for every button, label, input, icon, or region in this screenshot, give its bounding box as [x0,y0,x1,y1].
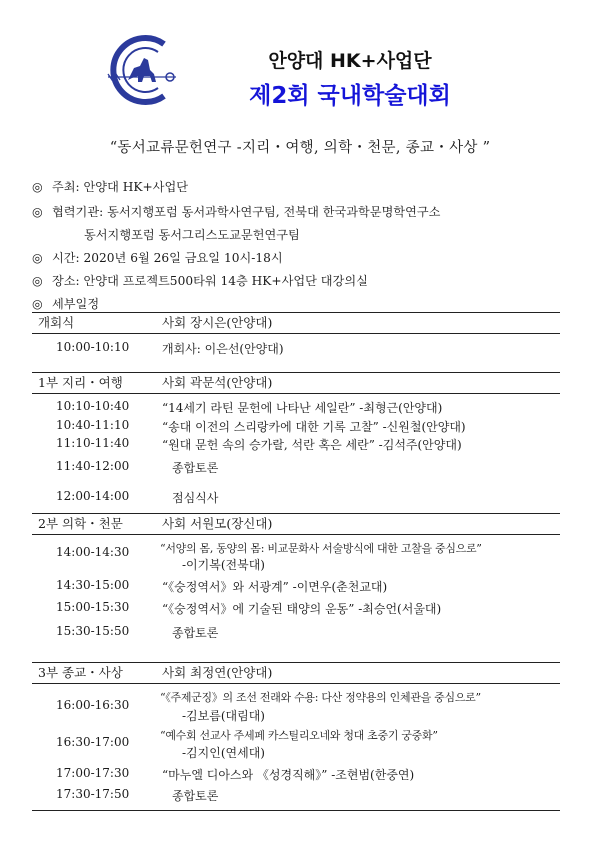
row-content: 점심식사 [172,491,219,505]
row-content: 종합토론 [172,626,219,640]
table-bottom-rule [32,810,560,811]
bullet-icon: ◎ [32,180,43,194]
section-religion-header [32,662,560,684]
row-speaker: -김지인(연세대) [182,746,265,760]
bullet-icon: ◎ [32,251,43,265]
row-content: 종합토론 [172,789,219,803]
row-content: “예수회 선교사 주세페 카스틸리오네와 청대 초중기 궁중화” [160,729,438,742]
anyang-hk-logo [102,30,182,110]
row-speaker: -이기복(전북대) [182,558,265,572]
row-content: “마누엘 디아스와 《성경직해》” -조현범(한중연) [162,768,415,782]
conference-theme: “동서교류문헌연구 -지리・여행, 의학・천문, 종교・사상 ” [109,140,491,156]
row-time: 15:00-15:30 [56,600,130,614]
section-moderator: 사회 서원모(장신대) [162,516,273,531]
info-partners: ◎ 협력기관: 동서지행포럼 동서과학사연구팀, 전북대 한국과학문명학연구소 [32,205,441,219]
bullet-icon: ◎ [32,205,43,219]
row-time: 17:00-17:30 [56,766,130,780]
info-host: ◎ 주최: 안양대 HK+사업단 [32,180,188,194]
row-time: 11:10-11:40 [56,436,130,450]
row-time: 17:30-17:50 [56,787,130,801]
bullet-icon: ◎ [32,297,43,311]
row-time: 14:00-14:30 [56,545,130,559]
row-time: 12:00-14:00 [56,489,130,503]
row-time: 11:40-12:00 [56,459,130,473]
bullet-icon: ◎ [32,274,43,288]
section-moderator: 사회 최정연(안양대) [162,665,273,680]
organizer-heading: 안양대 HK+사업단 [268,50,432,72]
section-name: 개회식 [38,315,75,330]
section-medicine-header [32,513,560,535]
row-time: 10:00-10:10 [56,340,130,354]
conference-title: 제2회 국내학술대회 [249,83,451,109]
row-content: “《주제군징》의 조선 전래와 수용: 다산 정약용의 인체관을 중심으로” [160,691,481,704]
row-content: “원대 문헌 속의 승가랄, 석란 혹은 세란” -김석주(안양대) [162,438,462,452]
row-speaker: -김보름(대림대) [182,709,265,723]
info-place: ◎ 장소: 안양대 프로젝트500타워 14층 HK+사업단 대강의실 [32,274,368,288]
row-content: 개회사: 이은선(안양대) [162,342,284,356]
row-content: “송대 이전의 스리랑카에 대한 기록 고찰” -신원철(안양대) [162,420,466,434]
section-opening-header [32,312,560,334]
info-partners-cont: 동서지행포럼 동서그리스도교문헌연구팀 [84,228,300,242]
row-time: 16:00-16:30 [56,698,130,712]
section-name: 2부 의학・천문 [38,516,123,531]
row-content: “《숭정역서》에 기술된 태양의 운동” -최승언(서울대) [162,602,442,616]
row-content: 종합토론 [172,461,219,475]
info-schedule-label: ◎ 세부일정 [32,297,100,311]
row-time: 10:40-11:10 [56,418,130,432]
row-content: “14세기 라틴 문헌에 나타난 세일란” -최형근(안양대) [162,401,443,415]
row-time: 10:10-10:40 [56,399,130,413]
info-time: ◎ 시간: 2020년 6월 26일 금요일 10시-18시 [32,251,283,265]
section-name: 3부 종교・사상 [38,665,123,680]
section-moderator: 사회 곽문석(안양대) [162,375,273,390]
row-time: 15:30-15:50 [56,624,130,638]
section-moderator: 사회 장시은(안양대) [162,315,273,330]
section-geo-header [32,372,560,394]
section-name: 1부 지리・여행 [38,375,123,390]
row-content: “《숭정역서》와 서광계” -이면우(춘천교대) [162,580,388,594]
row-time: 14:30-15:00 [56,578,130,592]
row-time: 16:30-17:00 [56,735,130,749]
row-content: “서양의 몸, 동양의 몸: 비교문화사 서술방식에 대한 고찰을 중심으로” [160,542,482,555]
